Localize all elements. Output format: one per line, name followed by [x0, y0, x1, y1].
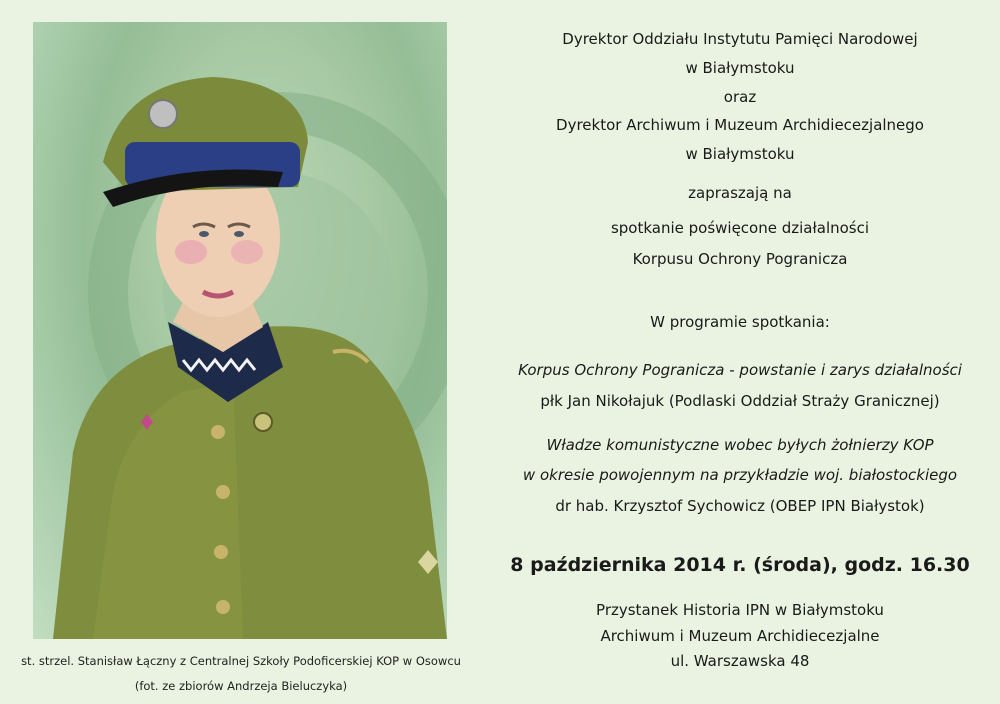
soldier-portrait-photo: [33, 22, 447, 639]
venue-line3: ul. Warszawska 48: [670, 652, 810, 670]
talk1-speaker: płk Jan Nikołajuk (Podlaski Oddział Straży Granicznej): [540, 392, 940, 410]
venue-line2: Archiwum i Muzeum Archidiecezjalne: [600, 627, 880, 645]
meeting-line2: Korpusu Ochrony Pogranicza: [632, 250, 848, 268]
host1-line2: w Białymstoku: [685, 59, 795, 77]
meeting-line1: spotkanie poświęcone działalności: [610, 219, 870, 237]
invite-text: zapraszają na: [688, 184, 792, 202]
soldier-portrait-image: [33, 22, 447, 639]
host2-line1: Dyrektor Archiwum i Muzeum Archidiecezjalnego: [556, 116, 924, 134]
conjunction: oraz: [723, 88, 757, 106]
talk2-speaker: dr hab. Krzysztof Sychowicz (OBEP IPN Białystok): [555, 497, 925, 515]
program-header: W programie spotkania:: [650, 313, 830, 331]
talk2-title-line1: Władze komunistyczne wobec byłych żołnierzy KOP: [546, 436, 934, 454]
photo-caption: st. strzel. Stanisław Łączny z Centralnej Szkoły Podoficerskiej KOP w Osowcu: [21, 654, 461, 668]
venue-line1: Przystanek Historia IPN w Białymstoku: [596, 601, 884, 619]
host2-line2: w Białymstoku: [685, 145, 795, 163]
photo-credit: (fot. ze zbiorów Andrzeja Bieluczyka): [134, 679, 348, 693]
talk2-title-line2: w okresie powojennym na przykładzie woj. białostockiego: [522, 466, 958, 484]
talk1-title: Korpus Ochrony Pogranicza - powstanie i zarys działalności: [518, 361, 962, 379]
event-date: 8 października 2014 r. (środa), godz. 16.30: [510, 554, 970, 576]
host1-line1: Dyrektor Oddziału Instytutu Pamięci Narodowej: [562, 30, 918, 48]
